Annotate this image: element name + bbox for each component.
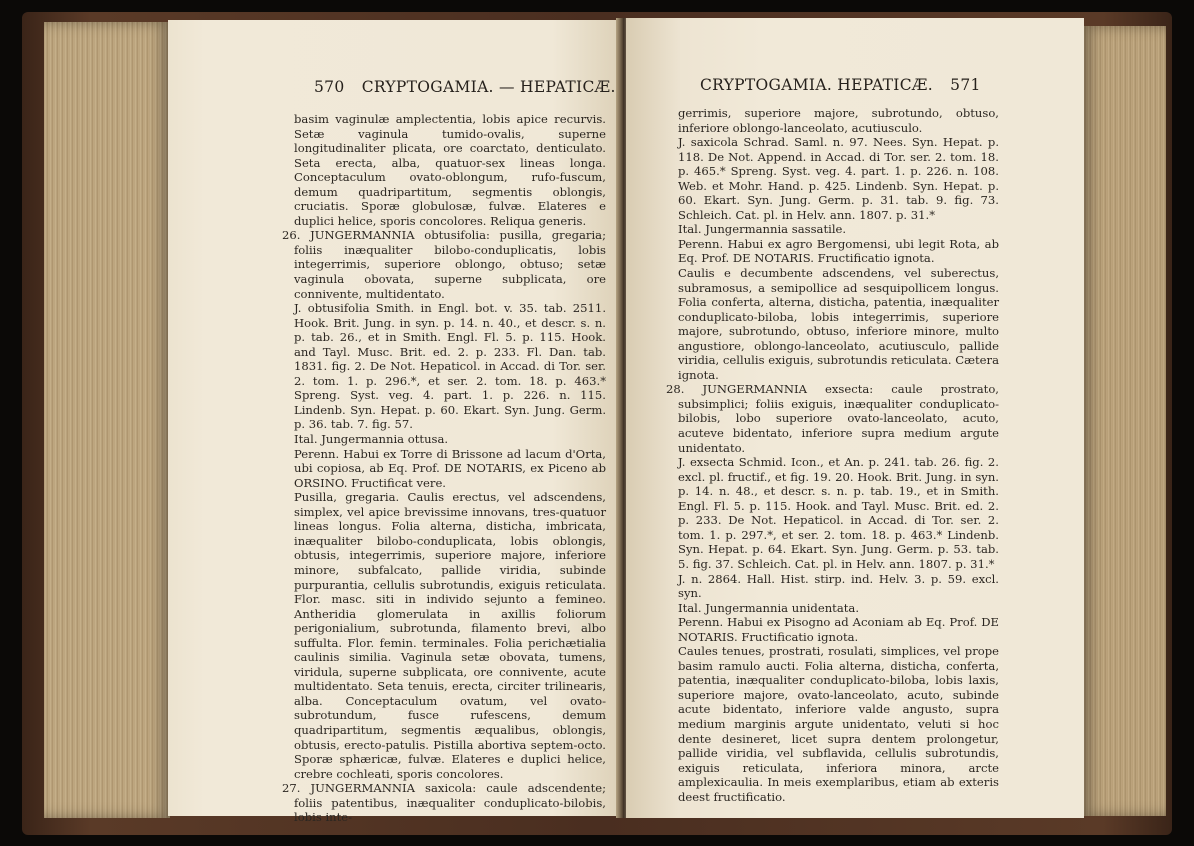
- habitat: Perenn. Habui ex Torre di Brissone ad lacum d'Orta, ubi copiosa, ab Eq. Prof. DE NOTARIS, ex Piceno ab ORSINO. Fructificat vere.: [294, 446, 606, 490]
- description: Pusilla, gregaria. Caulis erectus, vel adscendens, simplex, vel apice brevissime innovans, tres-quatuor lineas longus. Folia alterna, disticha, imbricata, inæqualiter bilobo-conduplicata, lobis oblongis, obtusis, integerrimis, superiore majore, inferiore minore, subfalcato, pallide viridia, subinde purpurantia, cellulis subrotundis, exiguis reticulata. Flor. masc. siti in individo sejunto a femineo. Antheridia glomerulata in axillis foliorum perigonialium, subrotunda, filamento brevi, albo suffulta. Flor. femin. terminales. Folia perichætialia caulinis similia. Vaginula setæ obovata, tumens, viridula, superne subplicata, ore connivente, acute multidentato. Seta tenuis, erecta, circiter trilinearis, alba. Conceptaculum ovatum, vel ovato-subrotundum, fusce rufescens, demum quadripartitum, segmentis æqualibus, oblongis, obtusis, erecto-patulis. Pistilla abortiva septem-octo. Sporæ sphæricæ, fulvæ. Elateres e duplici helice, crebre cochleati, sporis concolores.: [294, 490, 606, 781]
- right-page-edges: [1082, 26, 1166, 816]
- left-page-text: [282, 112, 606, 825]
- species-26-heading: 26. JUNGERMANNIA obtusifolia: pusilla, gregaria; foliis inæqualiter bilobo-conduplicatis, lobis integerrimis, superiore oblongo, obtuso; setæ vaginula obovata, superne subplicata, ore connivente, multidentato.: [282, 228, 606, 301]
- right-running-title: CRYPTOGAMIA. HEPATICÆ.: [700, 76, 933, 94]
- paragraph: gerrimis, superiore majore, subrotundo, obtuso, inferiore oblongo-lanceolato, acutiusculo.: [678, 106, 999, 135]
- left-page-number: 570: [314, 78, 345, 96]
- synonymy: J. obtusifolia Smith. in Engl. bot. v. 35. tab. 2511. Hook. Brit. Jung. in syn. p. 14. n. 40., et descr. s. n. p. tab. 26., et in Smith. Engl. Fl. 5. p. 115. Hook. and Tayl. Musc. Brit. ed. 2. p. 233. Fl. Dan. tab. 1831. fig. 2. De Not. Hepaticol. in Accad. di Tor. ser. 2. tom. 1. p. 296.*, et ser. 2. tom. 18. p. 463.* Spreng. Syst. veg. 4. part. 1. p. 226. n. 115. Lindenb. Syn. Hepat. p. 60. Ekart. Syn. Jung. Germ. p. 36. tab. 7. fig. 57.: [294, 301, 606, 432]
- left-page-header: [302, 78, 616, 96]
- left-running-title: CRYPTOGAMIA. — HEPATICÆ.: [361, 78, 616, 96]
- left-page-edges: [44, 22, 170, 818]
- habitat: Perenn. Habui ex Pisogno ad Aconiam ab Eq. Prof. DE NOTARIS. Fructificatio ignota.: [678, 615, 999, 644]
- italian-name: Ital. Jungermannia sassatile.: [678, 222, 847, 237]
- left-page: [168, 20, 620, 825]
- right-page-header: [700, 76, 993, 94]
- italian-name: Ital. Jungermannia unidentata.: [678, 600, 859, 615]
- habitat: Perenn. Habui ex agro Bergomensi, ubi legit Rota, ab Eq. Prof. DE NOTARIS. Fructificatio ignota.: [678, 236, 999, 266]
- synonymy: J. exsecta Schmid. Icon., et An. p. 241. tab. 26. fig. 2. excl. pl. fructif., et fig. 19. 20. Hook. Brit. Jung. in syn. p. 14. n. 48., et descr. s. n. p. tab. 19., et in Smith. Engl. Fl. 5. p. 115. Hook. and Tayl. Musc. Brit. ed. 2. p. 233. De Not. Hepaticol. in Accad. di Tor. ser. 2. tom. 1. p. 297.*, et ser. 2. tom. 18. p. 463.* Lindenb. Syn. Hepat. p. 64. Ekart. Syn. Jung. Germ. p. 53. tab. 5. fig. 37. Schleich. Cat. pl. in Helv. ann. 1807. p. 31.*: [678, 455, 999, 571]
- right-page: [626, 18, 1084, 818]
- species-28-heading: 28. JUNGERMANNIA exsecta: caule prostrato, subsimplici; foliis exiguis, inæqualiter conduplicato-bilobis, lobo superiore ovato-lanceolato, acuto, acuteve bidentato, inferiore supra medium argute unidentato.: [666, 382, 999, 455]
- right-page-text: [666, 106, 999, 804]
- italian-name: Ital. Jungermannia ottusa.: [294, 432, 449, 447]
- description: Caulis e decumbente adscendens, vel suberectus, subramosus, a semipollice ad sesquipollicem longus. Folia conferta, alterna, disticha, patentia, inæqualiter conduplicato-biloba, lobis integerrimis, superiore majore, subrotundo, obtuso, inferiore minore, multo angustiore, oblongo-lanceolato, acutiusculo, pallide viridia, cellulis exiguis, subrotundis reticulata. Cætera ignota.: [678, 266, 999, 382]
- synonymy: J. n. 2864. Hall. Hist. stirp. ind. Helv. 3. p. 59. excl. syn.: [678, 571, 999, 601]
- paragraph: basim vaginulæ amplectentia, lobis apice recurvis. Setæ vaginula tumido-ovalis, superne longitudinaliter plicata, ore coarctato, denticulato. Seta erecta, alba, quatuor-sex lineas longa. Conceptaculum ovato-oblongum, rufo-fuscum, demum quadripartitum, segmentis oblongis, cruciatis. Sporæ globulosæ, fulvæ. Elateres e duplici helice, sporis concolores. Reliqua generis.: [294, 112, 606, 228]
- description: Caules tenues, prostrati, rosulati, simplices, vel prope basim ramulo aucti. Folia alterna, disticha, conferta, patentia, inæqualiter conduplicato-biloba, lobis laxis, superiore majore, ovato-lanceolato, acuto, subinde acute bidentato, inferiore valde angusto, supra medium marginis argute unidentato, veluti si hoc dente desineret, licet supra dentem prolongetur, pallide viridia, vel subflavida, cellulis subrotundis, exiguis reticulata, inferiora minora, arcte amplexicaulia. In meis exemplaribus, etiam ab exteris deest fructificatio.: [678, 644, 999, 804]
- species-27-heading: 27. JUNGERMANNIA saxicola: caule adscendente; foliis patentibus, inæqualiter conduplicato-bilobis, lobis inte-: [282, 781, 606, 825]
- right-page-number: 571: [950, 76, 981, 94]
- synonymy: J. saxicola Schrad. Saml. n. 97. Nees. Syn. Hepat. p. 118. De Not. Append. in Accad. di Tor. ser. 2. tom. 18. p. 465.* Spreng. Syst. veg. 4. part. 1. p. 226. n. 108. Web. et Mohr. Hand. p. 425. Lindenb. Syn. Hepat. p. 60. Ekart. Syn. Jung. Germ. p. 31. tab. 9. fig. 73. Schleich. Cat. pl. in Helv. ann. 1807. p. 31.*: [678, 135, 999, 222]
